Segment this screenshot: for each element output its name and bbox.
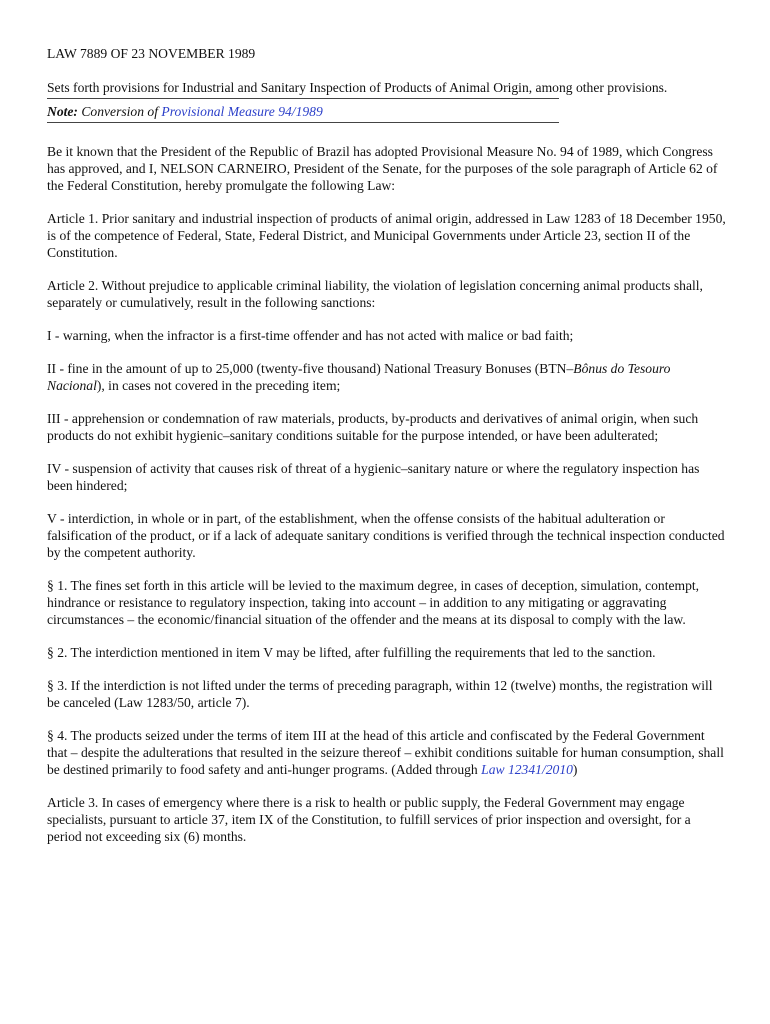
note-label: Note: — [47, 104, 78, 119]
sanction-item-4: IV - suspension of activity that causes risk of threat of a hygienic–sanitary nature or where the regulatory inspection has been hindered; — [47, 461, 700, 493]
preamble: Be it known that the President of the Republic of Brazil has adopted Provisional Measure No. 94 of 1989, which Congress has approved, and I, NELSON CARNEIRO, President of the Senate, for the purposes of the sole paragraph of Article 62 of the Federal Constitution, hereby promulgate the following Law: — [47, 144, 718, 193]
note-line — [47, 103, 727, 120]
sanction-item-1: I - warning, when the infractor is a first-time offender and has not acted with malice or bad faith; — [47, 328, 574, 343]
paragraph-4-text: § 4. The products seized under the terms of item III at the head of this article and confiscated by the Federal Government that – despite the adulterations that resulted in the seizure thereof – exhibit conditions suitable for human consumption, shall be destined primarily to food safety and anti-hunger programs. (Added through — [47, 728, 724, 777]
paragraph-3: § 3. If the interdiction is not lifted under the terms of preceding paragraph, within 12 (twelve) months, the registration will be canceled (Law 1283/50, article 7). — [47, 678, 713, 710]
sanction-item-2-end: ), in cases not covered in the preceding item; — [96, 378, 341, 393]
law-12341-link[interactable]: Law 12341/2010 — [481, 762, 573, 777]
paragraph-4 — [47, 727, 727, 778]
sanction-item-2 — [47, 360, 727, 394]
sanction-item-5: V - interdiction, in whole or in part, of the establishment, when the offense consists of the habitual adulteration or falsification of the product, or if a lack of adequate sanitary conditions is verified through the technical inspection conducted by the competent authority. — [47, 511, 725, 560]
divider-bottom — [47, 122, 559, 123]
article-3: Article 3. In cases of emergency where there is a risk to health or public supply, the Federal Government may engage specialists, pursuant to article 37, item IX of the Constitution, to fulfill services of prior inspection and oversight, for a period not exceeding six (6) months. — [47, 795, 691, 844]
law-title: LAW 7889 OF 23 NOVEMBER 1989 — [47, 46, 256, 61]
article-1: Article 1. Prior sanitary and industrial inspection of products of animal origin, addressed in Law 1283 of 18 December 1950, is of the competence of Federal, State, Federal District, and Municipal Governments under Article 23, section II of the Constitution. — [47, 211, 726, 260]
article-2: Article 2. Without prejudice to applicable criminal liability, the violation of legislation concerning animal products shall, separately or cumulatively, result in the following sanctions: — [47, 278, 703, 310]
note-text: Conversion of — [77, 104, 162, 119]
sanction-item-2-text: II - fine in the amount of up to 25,000 (twenty-five thousand) National Treasury Bonuses (BTN– — [47, 361, 574, 376]
paragraph-2: § 2. The interdiction mentioned in item V may be lifted, after fulfilling the requirements that led to the sanction. — [47, 645, 656, 660]
law-subtitle: Sets forth provisions for Industrial and Sanitary Inspection of Products of Animal Origin, among other provisions. — [47, 80, 668, 95]
document-body — [47, 45, 727, 861]
provisional-measure-link[interactable]: Provisional Measure 94/1989 — [161, 104, 323, 119]
paragraph-4-end: ) — [572, 762, 578, 777]
sanction-item-2-italic: Bônus do Tesouro Nacional — [47, 361, 671, 393]
paragraph-1: § 1. The fines set forth in this article will be levied to the maximum degree, in cases of deception, simulation, contempt, hindrance or resistance to regulatory inspection, taking into account – in addition to any mitigating or aggravating circumstances – the economic/financial situation of the offender and the means at its disposal to comply with the law. — [47, 578, 700, 627]
sanction-item-3: III - apprehension or condemnation of raw materials, products, by-products and derivatives of animal origin, when such products do not exhibit hygienic–sanitary conditions suitable for the purpose intended, or have been adulterated; — [47, 411, 699, 443]
divider-top — [47, 98, 559, 99]
